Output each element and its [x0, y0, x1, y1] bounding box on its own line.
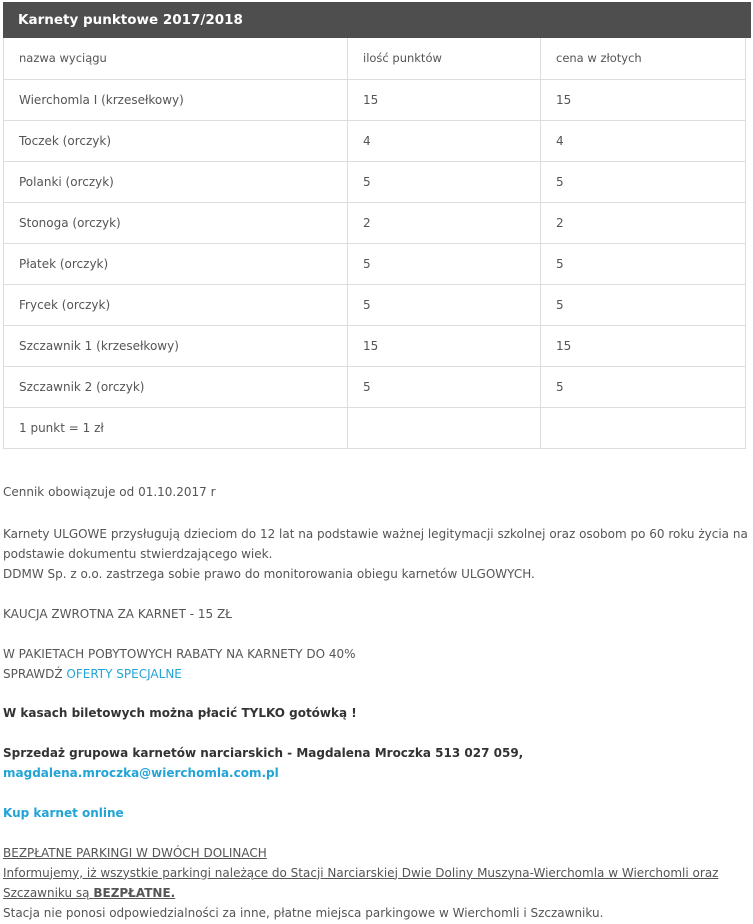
lift-price: 5: [541, 243, 746, 284]
lift-points: 4: [348, 120, 541, 161]
check-offers-line: [3, 664, 753, 684]
parking-free-text: BEZPŁATNE.: [93, 885, 176, 900]
empty-cell: [348, 407, 541, 448]
table-row: [4, 161, 746, 202]
group-sales-text: Sprzedaż grupowa karnetów narciarskich - Magdalena Mroczka 513 027 059,: [3, 745, 524, 760]
lift-name: Płatek (orczyk): [4, 243, 348, 284]
discount-monitoring-text: DDMW Sp. z o.o. zastrzega sobie prawo do monitorowania obiegu karnetów ULGOWYCH.: [3, 566, 535, 581]
lift-points: 5: [348, 284, 541, 325]
buy-online-link[interactable]: Kup karnet online: [3, 805, 124, 820]
lift-price: 2: [541, 202, 746, 243]
column-header-points: ilość punktów: [348, 38, 541, 79]
lift-price: 5: [541, 161, 746, 202]
check-prefix: SPRAWDŹ: [3, 666, 67, 681]
table-row: [4, 366, 746, 407]
parking-note-text: Stacja nie ponosi odpowiedzialności za inne, płatne miejsca parkingowe w Wierchomli i Szczawniku.: [3, 905, 604, 920]
table-title: Karnety punktowe 2017/2018: [3, 2, 751, 38]
lift-price: 4: [541, 120, 746, 161]
table-row: [4, 325, 746, 366]
group-sales-email-link[interactable]: magdalena.mroczka@wierchomla.com.pl: [3, 765, 279, 780]
point-value-note: 1 punkt = 1 zł: [4, 407, 348, 448]
lift-name: Frycek (orczyk): [4, 284, 348, 325]
packages-text: W PAKIETACH POBYTOWYCH RABATY NA KARNETY DO 40%: [3, 646, 356, 661]
lift-points: 15: [348, 325, 541, 366]
table-footer-row: [4, 407, 746, 448]
table-row: [4, 202, 746, 243]
lift-name: Polanki (orczyk): [4, 161, 348, 202]
lift-name: Toczek (orczyk): [4, 120, 348, 161]
valid-from-text: Cennik obowiązuje od 01.10.2017 r: [3, 484, 216, 499]
special-offers-link[interactable]: OFERTY SPECJALNE: [66, 666, 182, 681]
table-row: [4, 79, 746, 120]
points-table: [3, 38, 746, 449]
lift-price: 5: [541, 284, 746, 325]
empty-cell: [541, 407, 746, 448]
lift-name: Szczawnik 1 (krzesełkowy): [4, 325, 348, 366]
group-sales-line: [3, 743, 753, 783]
lift-price: 5: [541, 366, 746, 407]
lift-points: 5: [348, 161, 541, 202]
lift-points: 5: [348, 243, 541, 284]
deposit-text: KAUCJA ZWROTNA ZA KARNET - 15 ZŁ: [3, 606, 232, 621]
lift-price: 15: [541, 325, 746, 366]
parking-text-line: [3, 863, 753, 903]
table-header-row: [4, 38, 746, 79]
lift-points: 15: [348, 79, 541, 120]
lift-points: 2: [348, 202, 541, 243]
cash-only-text: W kasach biletowych można płacić TYLKO gotówką !: [3, 705, 357, 720]
column-header-price: cena w złotych: [541, 38, 746, 79]
parking-text: Informujemy, iż wszystkie parkingi należące do Stacji Narciarskiej Dwie Doliny Muszyna-Wierchomla w Wierchomli oraz Szczawniku są: [3, 865, 719, 900]
column-header-lift: nazwa wyciągu: [4, 38, 348, 79]
lift-name: Stonoga (orczyk): [4, 202, 348, 243]
table-row: [4, 284, 746, 325]
lift-name: Wierchomla I (krzesełkowy): [4, 79, 348, 120]
table-row: [4, 243, 746, 284]
lift-price: 15: [541, 79, 746, 120]
lift-name: Szczawnik 2 (orczyk): [4, 366, 348, 407]
parking-title: BEZPŁATNE PARKINGI W DWÓCH DOLINACH: [3, 845, 267, 860]
discount-text: Karnety ULGOWE przysługują dzieciom do 12 lat na podstawie ważnej legitymacji szkolnej oraz osobom po 60 roku życia na podstawie dokumentu stwierdzającego wiek.: [3, 526, 748, 561]
table-row: [4, 120, 746, 161]
info-section: [0, 482, 753, 923]
lift-points: 5: [348, 366, 541, 407]
